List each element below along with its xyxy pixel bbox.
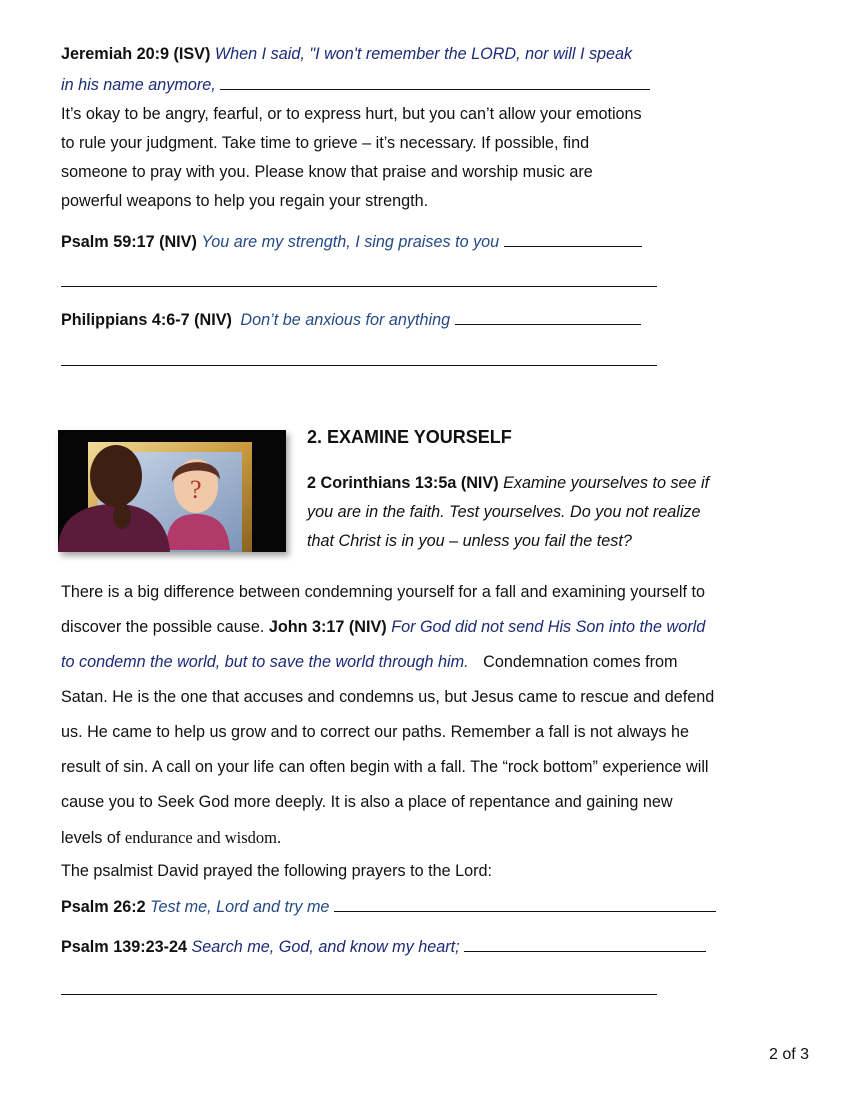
- paragraph-line-levels: [61, 828, 281, 848]
- verse-text: When I said, "I won't remember the LORD, nor will I speak: [214, 45, 633, 63]
- mirror-reflection-image: [58, 430, 286, 552]
- answer-blank[interactable]: [334, 897, 716, 912]
- paragraph-line-john: [61, 618, 705, 637]
- paragraph-line: Satan. He is the one that accuses and condemns us, but Jesus came to rescue and defend: [61, 688, 715, 706]
- mirror-illustration: [58, 430, 286, 552]
- answer-line[interactable]: [61, 994, 657, 995]
- verse-reference: Psalm 26:2: [61, 898, 146, 916]
- answer-blank[interactable]: [220, 75, 650, 90]
- verse-text: to condemn the world, but to save the world through him.: [61, 653, 469, 671]
- paragraph-line: us. He came to help us grow and to correct our paths. Remember a fall is not always he: [61, 723, 690, 741]
- psalm26-line: [61, 897, 716, 917]
- answer-blank[interactable]: [504, 232, 642, 247]
- page-number: 2 of 3: [768, 1046, 809, 1063]
- paragraph-line-john-2: [61, 653, 677, 672]
- paragraph-line: result of sin. A call on your life can often begin with a fall. The “rock bottom” experience will: [61, 758, 709, 776]
- paragraph-line: cause you to Seek God more deeply. It is also a place of repentance and gaining new: [61, 793, 673, 811]
- verse-reference: Philippians 4:6-7 (NIV): [61, 311, 232, 329]
- verse-text: you are in the faith. Test yourselves. Do you not realize: [307, 503, 701, 521]
- paragraph-line: There is a big difference between condemning yourself for a fall and examining yourself to: [61, 583, 705, 601]
- verse-reference: Jeremiah 20:9 (ISV): [61, 45, 211, 63]
- section-heading: 2. EXAMINE YOURSELF: [307, 427, 512, 447]
- answer-blank[interactable]: [464, 937, 706, 952]
- jeremiah-line-2: [61, 75, 650, 95]
- verse-text: Don’t be anxious for anything: [240, 311, 451, 329]
- paragraph-line: to rule your judgment. Take time to grieve – it’s necessary. If possible, find: [61, 134, 590, 152]
- paragraph-text: levels of: [61, 829, 121, 847]
- verse-reference: John 3:17 (NIV): [268, 618, 387, 636]
- paragraph-line: someone to pray with you. Please know that praise and worship music are: [61, 163, 593, 181]
- answer-blank[interactable]: [455, 310, 641, 325]
- verse-reference: Psalm 139:23-24: [61, 938, 187, 956]
- corinthians-line-1: [307, 474, 709, 493]
- verse-reference: Psalm 59:17 (NIV): [61, 233, 197, 251]
- jeremiah-line-1: [61, 45, 632, 64]
- verse-text: Search me, God, and know my heart;: [191, 938, 460, 956]
- philippians-line: [61, 310, 641, 330]
- paragraph-line: It’s okay to be angry, fearful, or to express hurt, but you can’t allow your emotions: [61, 105, 642, 123]
- verse-text: Examine yourselves to see if: [503, 474, 710, 492]
- verse-text: that Christ is in you – unless you fail the test?: [307, 532, 632, 550]
- verse-text: For God did not send His Son into the world: [391, 618, 706, 636]
- answer-line[interactable]: [61, 365, 657, 366]
- question-mark-glyph: ?: [190, 475, 202, 504]
- verse-text: You are my strength, I sing praises to you: [201, 233, 500, 251]
- paragraph-text-serif: endurance and wisdom.: [124, 828, 282, 847]
- verse-text: Test me, Lord and try me: [150, 898, 330, 916]
- verse-text: in his name anymore,: [61, 76, 216, 94]
- verse-reference: 2 Corinthians 13:5a (NIV): [307, 474, 499, 492]
- answer-line[interactable]: [61, 286, 657, 287]
- paragraph-line: powerful weapons to help you regain your strength.: [61, 192, 429, 210]
- psalm59-line: [61, 232, 642, 252]
- psalmist-line: The psalmist David prayed the following prayers to the Lord:: [61, 862, 492, 880]
- paragraph-text: discover the possible cause.: [61, 618, 265, 636]
- psalm139-line: [61, 937, 706, 957]
- paragraph-text: Condemnation comes from: [483, 653, 678, 671]
